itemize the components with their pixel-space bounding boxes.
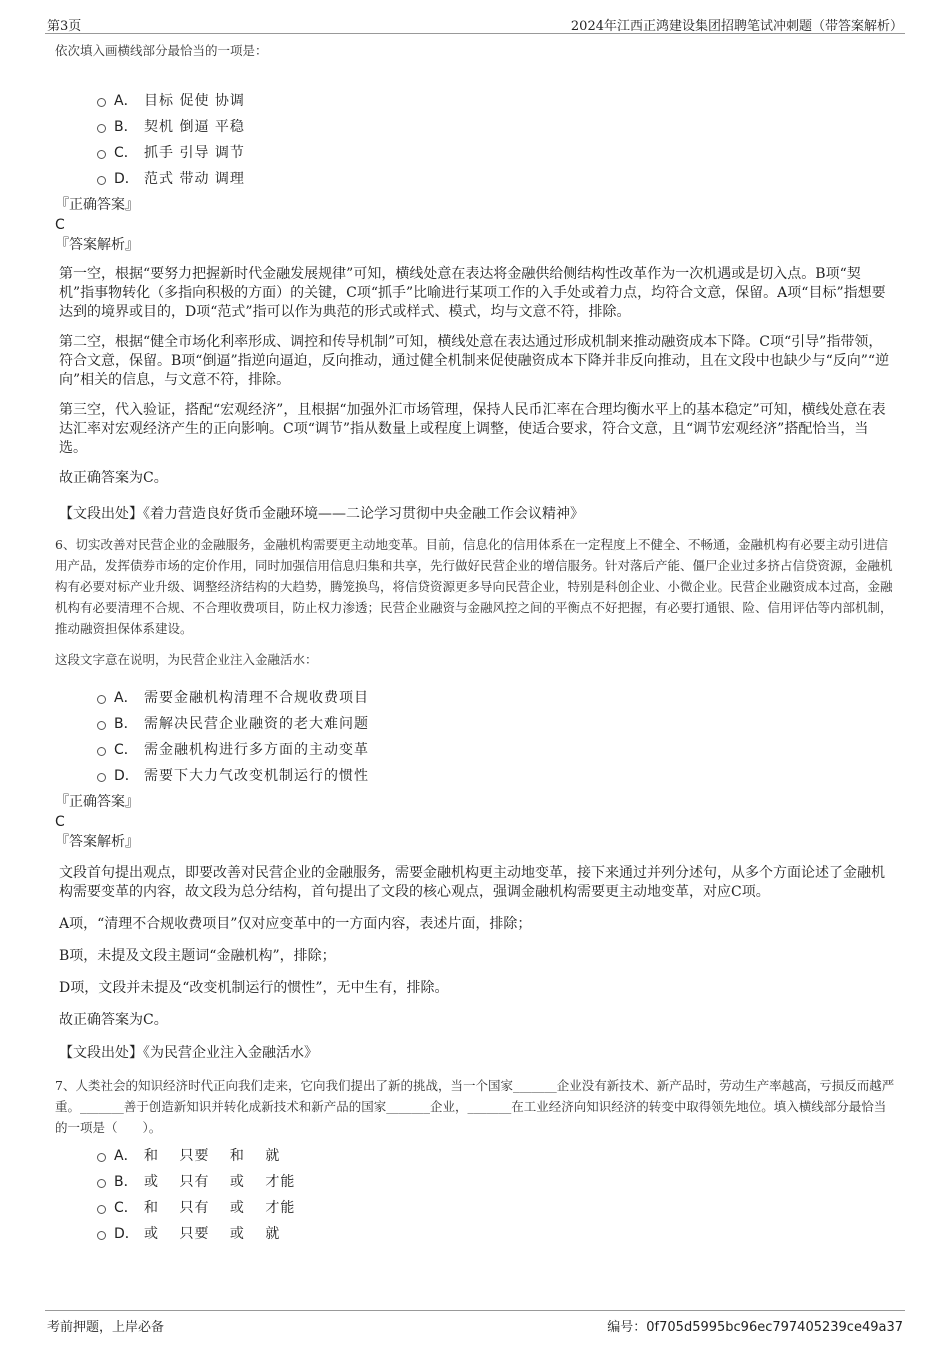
q7-option-c[interactable]: C． 和 只有 或 才能 <box>97 1194 895 1220</box>
radio-icon[interactable] <box>97 773 106 782</box>
q6-answer-label: 『正确答案』 <box>55 794 139 810</box>
footer-slogan: 考前押题，上岸必备 <box>47 1320 165 1335</box>
q6-option-a[interactable]: A． 需要金融机构清理不合规收费项目 <box>97 684 895 710</box>
radio-icon[interactable] <box>97 124 106 133</box>
footer-id <box>607 1316 903 1335</box>
q7-option-a[interactable]: A． 和 只要 和 就 <box>97 1142 895 1168</box>
q6-source: 【文段出处】《为民营企业注入金融活水》 <box>59 1045 318 1061</box>
q5-option-b[interactable]: B． 契机 倒逼 平稳 <box>97 113 895 139</box>
q6-analysis-para-1: 文段首句提出观点，即要改善对民营企业的金融服务，需要金融机构更主动地变革，接下来通过并列分述句，从多个方面论述了金融机构需要变革的内容，故文段为总分结构，首句提出了文段的核心观点，强调金融机构需要更主动地变革，对应C项。 <box>59 865 885 900</box>
radio-icon[interactable] <box>97 747 106 756</box>
radio-icon[interactable] <box>97 695 106 704</box>
page-number: 第3页 <box>47 19 82 34</box>
q5-option-a[interactable]: A． 目标 促使 协调 <box>97 87 895 113</box>
q5-option-d[interactable]: D． 范式 带动 调理 <box>97 165 895 191</box>
q6-answer: C <box>55 814 65 830</box>
q7-option-b[interactable]: B． 或 只有 或 才能 <box>97 1168 895 1194</box>
q6-analysis-para-2: A项，“清理不合规收费项目”仅对应变革中的一方面内容，表述片面，排除； <box>59 916 532 932</box>
q5-answer: C <box>55 217 65 233</box>
q6-options <box>55 684 895 788</box>
footer-id-label: 编号： <box>607 1320 647 1335</box>
q5-analysis-label: 『答案解析』 <box>55 237 139 253</box>
q5-options <box>55 87 895 191</box>
radio-icon[interactable] <box>97 150 106 159</box>
document-title: 2024年江西正鸿建设集团招聘笔试冲刺题（带答案解析） <box>570 19 903 34</box>
q6-conclusion: 故正确答案为C。 <box>59 1012 168 1028</box>
radio-icon[interactable] <box>97 176 106 185</box>
q5-answer-label: 『正确答案』 <box>55 197 139 213</box>
radio-icon[interactable] <box>97 721 106 730</box>
q5-conclusion: 故正确答案为C。 <box>59 470 168 486</box>
radio-icon[interactable] <box>97 1153 106 1162</box>
q6-text: 6、切实改善对民营企业的金融服务，金融机构需要更主动地变革。目前，信息化的信用体系在一定程度上不健全、不畅通，金融机构有必要主动引进信用产品，发挥债券市场的定价作用，同时加强信用信息归集和共享，先行做好民营企业的增信服务。针对落后产能、僵尸企业过多挤占信贷资源，金融机构有必要对标产业升级、调整经济结构的大趋势，腾笼换鸟，将信贷资源更多导向民营企业，特别是科创企业、小微企业。民营企业融资成本过高，金融机构有必要清理不合规、不合理收费项目，防止权力渗透；民营企业融资与金融风控之间的平衡点不好把握，有必要打通银、险、信用评估等内部机制，推动融资担保体系建设。 <box>55 537 893 636</box>
radio-icon[interactable] <box>97 1205 106 1214</box>
q5-source: 【文段出处】《着力营造良好货币金融环境——二论学习贯彻中央金融工作会议精神》 <box>59 506 584 522</box>
q7-option-d[interactable]: D． 或 只要 或 就 <box>97 1220 895 1246</box>
radio-icon[interactable] <box>97 1179 106 1188</box>
q5-analysis-para-1: 第一空，根据“要努力把握新时代金融发展规律”可知，横线处意在表达将金融供给侧结构性改革作为一次机遇或是切入点。B项“契机”指事物转化（多指向积极的方面）的关键，C项“抓手”比喻进行某项工作的入手处或着力点，均符合文意，保留。A项“目标”指想要达到的境界或目的，D项“范式”指可以作为典范的形式或样式、模式，均与文意不符，排除。 <box>59 266 886 320</box>
q5-prompt: 依次填入画横线部分最恰当的一项是： <box>55 43 268 58</box>
q7-text: 7、人类社会的知识经济时代正向我们走来，它向我们提出了新的挑战，当一个国家_______企业没有新技术、新产品时，劳动生产率越高，亏损反而越严重。_______善于创造新知识并转化成新技术和新产品的国家_______企业，_______在工业经济向知识经济的转变中取得领先地位。填入横线部分最恰当的一项是（ ）。 <box>55 1078 895 1135</box>
q5-analysis-para-3: 第三空，代入验证，搭配“宏观经济”，且根据“加强外汇市场管理，保持人民币汇率在合理均衡水平上的基本稳定”可知，横线处意在表达汇率对宏观经济产生的正向影响。C项“调节”指从数量上或程度上调整，使适合要求，符合文意，且“调节宏观经济”搭配恰当，当选。 <box>59 402 886 456</box>
radio-icon[interactable] <box>97 1231 106 1240</box>
q6-analysis-label: 『答案解析』 <box>55 834 139 850</box>
q6-analysis-para-3: B项，未提及文段主题词“金融机构”，排除； <box>59 948 336 964</box>
q6-option-d[interactable]: D． 需要下大力气改变机制运行的惯性 <box>97 762 895 788</box>
q6-prompt: 这段文字意在说明，为民营企业注入金融活水： <box>55 652 318 667</box>
q6-analysis-para-4: D项，文段并未提及“改变机制运行的惯性”，无中生有，排除。 <box>59 980 449 996</box>
footer-id-value: 0f705d5995bc96ec797405239ce49a37 <box>646 1320 903 1335</box>
page-header <box>45 13 905 34</box>
q6-option-b[interactable]: B． 需解决民营企业融资的老大难问题 <box>97 710 895 736</box>
q5-option-c[interactable]: C． 抓手 引导 调节 <box>97 139 895 165</box>
q7-options <box>55 1142 895 1246</box>
q5-analysis-para-2: 第二空，根据“健全市场化利率形成、调控和传导机制”可知，横线处意在表达通过形成机制来推动融资成本下降。C项“引导”指带领，符合文意，保留。B项“倒逼”指逆向逼迫，反向推动，通过健全机制来促使融资成本下降并非反向推动，且在文段中也缺少与“反向”“逆向”相关的信息，与文意不符，排除。 <box>59 334 890 388</box>
radio-icon[interactable] <box>97 98 106 107</box>
page-footer <box>45 1310 905 1333</box>
q6-option-c[interactable]: C． 需金融机构进行多方面的主动变革 <box>97 736 895 762</box>
content <box>55 40 895 1246</box>
